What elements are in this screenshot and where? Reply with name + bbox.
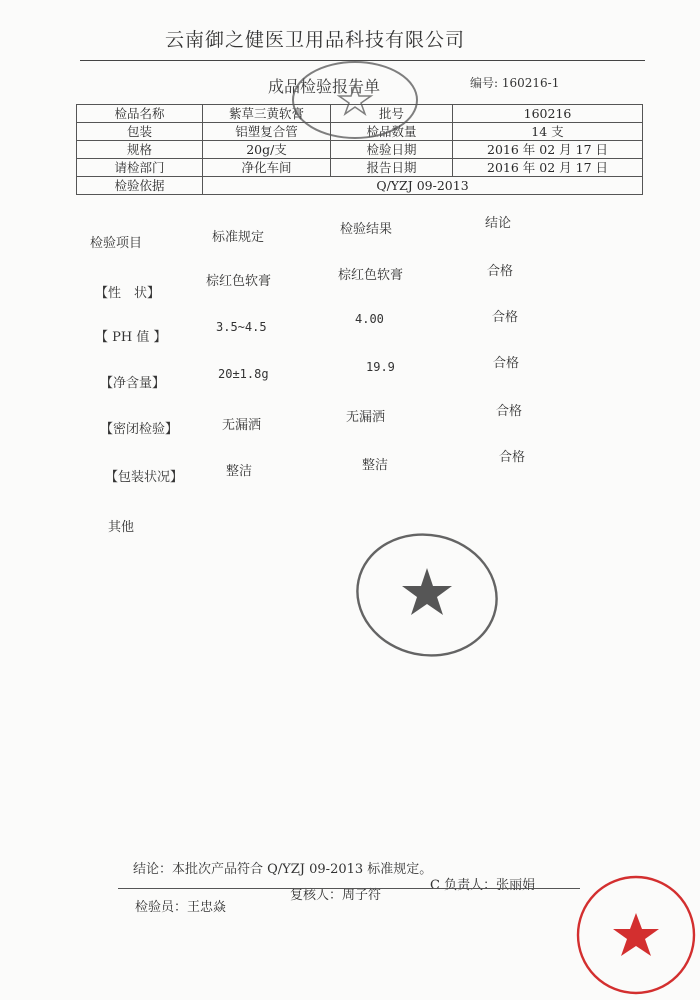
inspector-signature: 检验员：王忠焱 <box>135 900 227 915</box>
report-number-label: 编号: <box>470 76 499 90</box>
report-number-value: 160216-1 <box>501 76 560 90</box>
result-row-conclusion: 合格 <box>487 264 514 279</box>
result-row-conclusion: 合格 <box>492 310 519 325</box>
result-row-result: 无漏洒 <box>346 410 386 425</box>
dept-value: 净化车间 <box>203 159 331 177</box>
result-row-conclusion: 合格 <box>499 450 526 465</box>
basis-value: Q/YZJ 09-2013 <box>203 177 643 195</box>
result-row-result: 4.00 <box>355 312 384 326</box>
spec-value: 20g/支 <box>203 141 331 159</box>
result-row-item: 【净含量】 <box>100 376 166 391</box>
basis-label: 检验依据 <box>77 177 203 195</box>
result-row-item: 【性 状】 <box>95 286 161 301</box>
package-label: 包装 <box>77 123 203 141</box>
result-row-result: 棕红色软膏 <box>338 268 404 283</box>
results-header-conclusion: 结论 <box>485 216 512 231</box>
result-row-standard: 整洁 <box>226 464 253 479</box>
conclusion-text: 结论：本批次产品符合 Q/YZJ 09-2013 标准规定。 <box>133 862 433 877</box>
signature-rule <box>118 888 580 889</box>
responsible-signature: C 负责人：张丽娟 <box>430 878 536 893</box>
red-quality-seal-stamp <box>568 865 700 1000</box>
results-header-result: 检验结果 <box>340 222 393 237</box>
quantity-value: 14 支 <box>453 123 643 141</box>
result-row-conclusion: 合格 <box>493 356 520 371</box>
report-date-label: 报告日期 <box>331 159 453 177</box>
other-label: 其他 <box>108 520 135 535</box>
table-row <box>77 159 643 177</box>
results-header-item: 检验项目 <box>90 236 143 251</box>
product-name-label: 检品名称 <box>77 105 203 123</box>
results-header-standard: 标准规定 <box>212 230 265 245</box>
result-row-item: 【包装状况】 <box>105 470 184 485</box>
company-seal-stamp <box>285 55 425 145</box>
report-title: 成品检验报告单 <box>268 77 381 96</box>
spec-label: 规格 <box>77 141 203 159</box>
test-date-label: 检验日期 <box>331 141 453 159</box>
result-row-result: 整洁 <box>362 458 389 473</box>
dept-label: 请检部门 <box>77 159 203 177</box>
report-number <box>470 74 559 91</box>
company-name: 云南御之健医卫用品科技有限公司 <box>164 29 465 51</box>
batch-label: 批号 <box>331 105 453 123</box>
result-row-standard: 3.5~4.5 <box>216 320 267 334</box>
product-name-value: 紫草三黄软膏 <box>203 105 331 123</box>
table-row <box>77 177 643 195</box>
batch-value: 160216 <box>453 105 643 123</box>
report-date-value: 2016 年 02 月 17 日 <box>453 159 643 177</box>
result-row-conclusion: 合格 <box>496 404 523 419</box>
result-row-item: 【密闭检验】 <box>100 422 179 437</box>
quantity-label: 检品数量 <box>331 123 453 141</box>
reviewer-signature: 复核人：周子符 <box>290 888 382 903</box>
result-row-standard: 20±1.8g <box>218 367 269 381</box>
result-row-result: 19.9 <box>366 360 395 374</box>
result-row-item: 【 PH 值 】 <box>95 330 167 345</box>
package-value: 铝塑复合管 <box>203 123 331 141</box>
result-row-standard: 棕红色软膏 <box>206 274 272 289</box>
test-date-value: 2016 年 02 月 17 日 <box>453 141 643 159</box>
trade-company-seal-stamp <box>350 530 505 660</box>
result-row-standard: 无漏洒 <box>222 418 262 433</box>
